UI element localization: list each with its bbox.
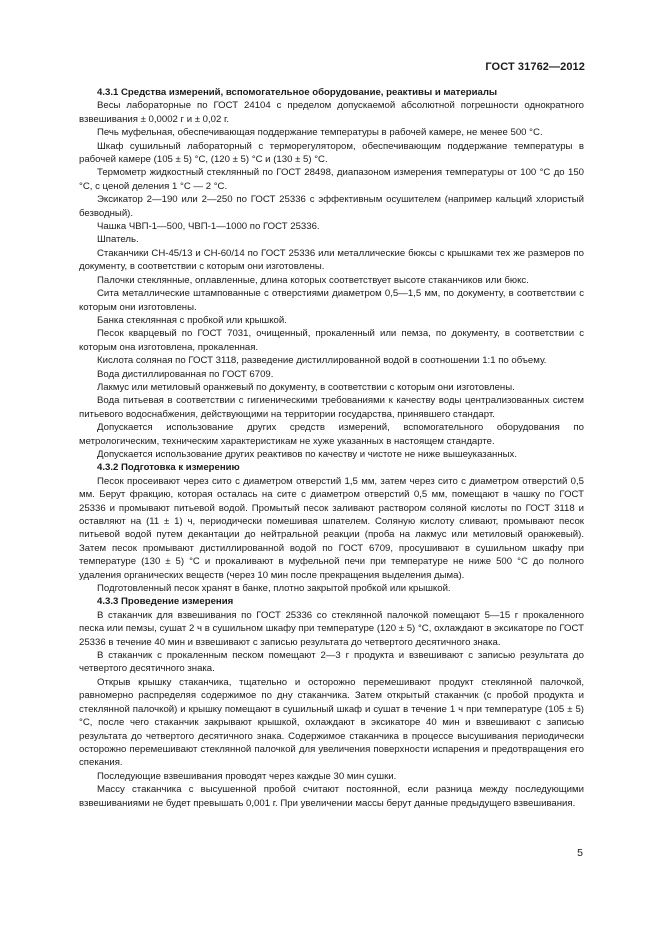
paragraph: Допускается использование других реактивов по качеству и чистоте не ниже вышеуказанных. xyxy=(97,448,517,460)
paragraph: Термометр жидкостный стеклянный по ГОСТ 28498, диапазоном измерения температуры от 100 °С до 150 °С, с ценой деления 1 °С — 2 °С. xyxy=(79,167,584,192)
page-number: 5 xyxy=(577,847,583,859)
paragraph: Палочки стеклянные, оплавленные, длина которых соответствует высоте стаканчиков или бюкс. xyxy=(97,274,529,286)
paragraph: Вода дистиллированная по ГОСТ 6709. xyxy=(97,368,274,380)
paragraph: Банка стеклянная с пробкой или крышкой. xyxy=(97,314,287,326)
paragraph: Песок просеивают через сито с диаметром отверстий 1,5 мм, затем через сито с диаметром отверстий 0,5 мм. Берут фракцию, которая осталась на сите с диаметром отверстий 0,5 мм, помещают в чашку по ГОСТ 25336 и промывают питьевой водой. Промытый песок заливают раствором соляной кислоты по ГОСТ 3118 и оставляют на (11 ± 1) ч, периодически помешивая шпателем. Соляную кислоту сливают, промывают песок питьевой водой путем декантации до нейтральной реакции (проба на лакмус или метиловый оранжевый). Затем песок промывают дистиллированной водой по ГОСТ 6709, просушивают в сушильном шкафу при температуре (130 ± 5) °С и прокаливают в муфельной печи при температуре не ниже 500 °С до полного удаления органических веществ (через 10 мин после прекращения выделения дыма). xyxy=(79,475,584,581)
paragraph: Весы лабораторные по ГОСТ 24104 с пределом допускаемой абсолютной погрешности однократного взвешивания ± 0,0002 г и ± 0,02 г. xyxy=(79,100,584,125)
paragraph: Эксикатор 2—190 или 2—250 по ГОСТ 25336 с эффективным осушителем (например кальций хлористый безводный). xyxy=(79,194,584,219)
paragraph: Сита металлические штампованные с отверстиями диаметром 0,5—1,5 мм, по документу, в соответствии с которым они изготовлены. xyxy=(79,288,584,313)
paragraph: В стаканчик с прокаленным песком помещают 2—3 г продукта и взвешивают с записью результата до четвертого десятичного знака. xyxy=(79,650,584,675)
section-heading: 4.3.3 Проведение измерения xyxy=(97,596,234,608)
section-heading: 4.3.2 Подготовка к измерению xyxy=(97,462,240,474)
paragraph: Стаканчики СН-45/13 и СН-60/14 по ГОСТ 25336 или металлические бюксы с крышками тех же размеров по документу, в соответствии с которым они изготовлены. xyxy=(79,247,584,273)
document-header-code: ГОСТ 31762—2012 xyxy=(485,61,585,73)
paragraph: Печь муфельная, обеспечивающая поддержание температуры в рабочей камере, не менее 500 °С. xyxy=(97,127,543,139)
paragraph: Шкаф сушильный лабораторный с терморегулятором, обеспечивающим поддержание температуры в рабочей камере (105 ± 5) °С, (120 ± 5) °С и (130 ± 5) °С. xyxy=(79,140,584,166)
document-body xyxy=(79,86,584,810)
paragraph: Массу стаканчика с высушенной пробой считают постоянной, если разница между последующими взвешиваниями не будет превышать 0,001 г. При увеличении массы берут данные предыдущего взвешивания. xyxy=(79,784,584,809)
paragraph: В стаканчик для взвешивания по ГОСТ 25336 со стеклянной палочкой помещают 5—15 г прокаленного песка или пемзы, сушат 2 ч в сушильном шкафу при температуре (120 ± 5) °С, охлаждают в эксикаторе по ГОСТ 25336 в течение 40 мин и взвешивают с записью результата до четвертого десятичного знака. xyxy=(79,609,584,648)
paragraph: Допускается использование других средств измерений, вспомогательного оборудования по метрологическим, техническим характеристикам не хуже указанных в настоящем стандарте. xyxy=(79,422,584,447)
paragraph: Шпатель. xyxy=(97,234,139,246)
paragraph: Песок кварцевый по ГОСТ 7031, очищенный, прокаленный или пемза, по документу, в соответствии с которым она изготовлена, прокаленная. xyxy=(79,328,584,353)
section-heading: 4.3.1 Средства измерений, вспомогательное оборудование, реактивы и материалы xyxy=(97,87,498,98)
paragraph: Вода питьевая в соответствии с гигиеническими требованиями к качеству воды централизованных систем питьевого водоснабжения, действующими на территории государства, принявшего стандарт. xyxy=(79,395,584,420)
paragraph: Лакмус или метиловый оранжевый по документу, в соответствии с которым они изготовлены. xyxy=(97,381,515,393)
paragraph: Кислота соляная по ГОСТ 3118, разведение дистиллированной водой в соотношении 1:1 по объему. xyxy=(97,355,547,367)
paragraph: Чашка ЧВП-1—500, ЧВП-1—1000 по ГОСТ 25336. xyxy=(97,221,320,233)
paragraph: Последующие взвешивания проводят через каждые 30 мин сушки. xyxy=(97,770,397,782)
paragraph: Открыв крышку стаканчика, тщательно и осторожно перемешивают продукт стеклянной палочкой, равномерно распределяя содержимое по дну стаканчика. Затем открытый стаканчик (с пробой продукта и стеклянной палочкой) и крышку помещают в сушильный шкаф и сушат в течение 1 ч при температуре (105 ± 5) °С, после чего стаканчик закрывают крышкой, охлаждают в эксикаторе 40 мин и взвешивают с записью результата до четвертого десятичного знака. Содержимое стаканчика в процессе высушивания периодически осторожно перемешивают стеклянной палочкой для увеличения поверхности испарения и предотвращения его спекания. xyxy=(79,676,584,769)
paragraph: Подготовленный песок хранят в банке, плотно закрытой пробкой или крышкой. xyxy=(97,583,451,595)
